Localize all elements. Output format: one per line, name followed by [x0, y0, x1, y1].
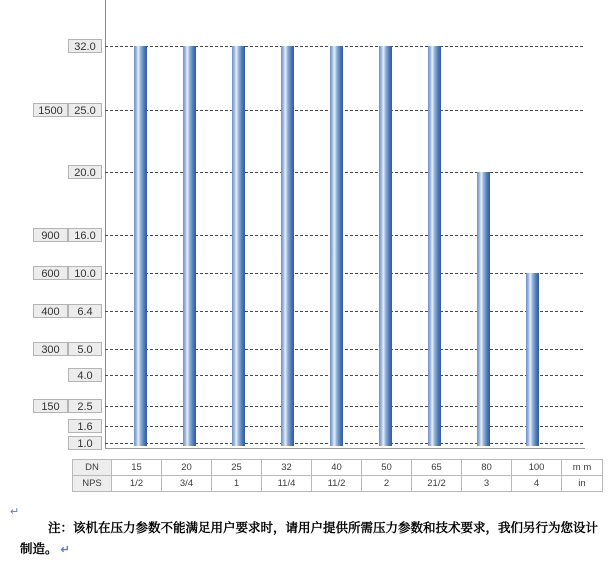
- row-header-nps: NPS: [73, 476, 112, 492]
- bar-dn-40: [330, 46, 343, 446]
- size-table: [72, 459, 603, 492]
- gridline: [105, 375, 583, 376]
- cell-nps-9: 4: [512, 476, 562, 492]
- cell-dn-100: 100: [512, 460, 562, 476]
- gridline: [105, 273, 583, 274]
- unit-in: in: [562, 476, 603, 492]
- gridline: [105, 110, 583, 111]
- y-tick-value-16: 16.0: [68, 228, 102, 242]
- y-tick-class-400: 400: [33, 304, 68, 318]
- y-tick-value-25: 25.0: [68, 103, 102, 117]
- note-text: [20, 518, 600, 561]
- y-tick-class-900: 900: [33, 228, 68, 242]
- y-tick-value-4: 4.0: [68, 368, 102, 382]
- y-tick-value-1-6: 1.6: [68, 419, 102, 433]
- y-tick-value-20: 20.0: [68, 165, 102, 179]
- bar-dn-65: [428, 46, 441, 446]
- bar-dn-15: [134, 46, 147, 446]
- y-tick-value-5: 5.0: [68, 342, 102, 356]
- cell-nps-4: 11/4: [262, 476, 312, 492]
- gridline: [105, 172, 583, 173]
- note-body: 注：该机在压力参数不能满足用户要求时，请用户提供所需压力参数和技术要求，我们另行为您设计制造。: [20, 521, 599, 556]
- y-tick-value-10: 10.0: [68, 266, 102, 280]
- y-tick-value-2-5: 2.5: [68, 399, 102, 413]
- gridline: [105, 349, 583, 350]
- y-tick-value-32: 32.0: [68, 39, 102, 53]
- cell-dn-32: 32: [262, 460, 312, 476]
- cell-dn-20: 20: [162, 460, 212, 476]
- cell-dn-80: 80: [462, 460, 512, 476]
- unit-mm: m m: [562, 460, 603, 476]
- y-tick-class-300: 300: [33, 342, 68, 356]
- y-tick-value-1-0: 1.0: [68, 436, 102, 450]
- gridline: [105, 406, 583, 407]
- cell-nps-3: 1: [212, 476, 262, 492]
- row-header-dn: DN: [73, 460, 112, 476]
- paragraph-mark-icon: ↵: [10, 506, 20, 518]
- gridline: [105, 311, 583, 312]
- bar-dn-25: [232, 46, 245, 446]
- cell-nps-7: 21/2: [412, 476, 462, 492]
- paragraph-mark-icon: ↵: [60, 544, 70, 556]
- y-tick-class-600: 600: [33, 266, 68, 280]
- y-tick-value-6-4: 6.4: [68, 304, 102, 318]
- bar-dn-50: [379, 46, 392, 446]
- x-axis-line: [105, 448, 585, 449]
- bar-dn-80: [477, 172, 490, 446]
- y-tick-class-150: 150: [33, 399, 68, 413]
- cell-nps-1: 1/2: [112, 476, 162, 492]
- gridline: [105, 46, 583, 47]
- bar-dn-32: [281, 46, 294, 446]
- cell-dn-65: 65: [412, 460, 462, 476]
- cell-nps-6: 2: [362, 476, 412, 492]
- bar-dn-20: [183, 46, 196, 446]
- bar-dn-100: [526, 273, 539, 446]
- cell-nps-2: 3/4: [162, 476, 212, 492]
- gridline: [105, 235, 583, 236]
- cell-dn-25: 25: [212, 460, 262, 476]
- y-tick-class-1500: 1500: [33, 103, 68, 117]
- plot-area: [105, 8, 583, 445]
- cell-dn-40: 40: [312, 460, 362, 476]
- gridline: [105, 443, 583, 444]
- cell-nps-8: 3: [462, 476, 512, 492]
- cell-dn-15: 15: [112, 460, 162, 476]
- cell-nps-5: 11/2: [312, 476, 362, 492]
- gridline: [105, 426, 583, 427]
- table-row: [73, 460, 603, 476]
- cell-dn-50: 50: [362, 460, 412, 476]
- table-row: [73, 476, 603, 492]
